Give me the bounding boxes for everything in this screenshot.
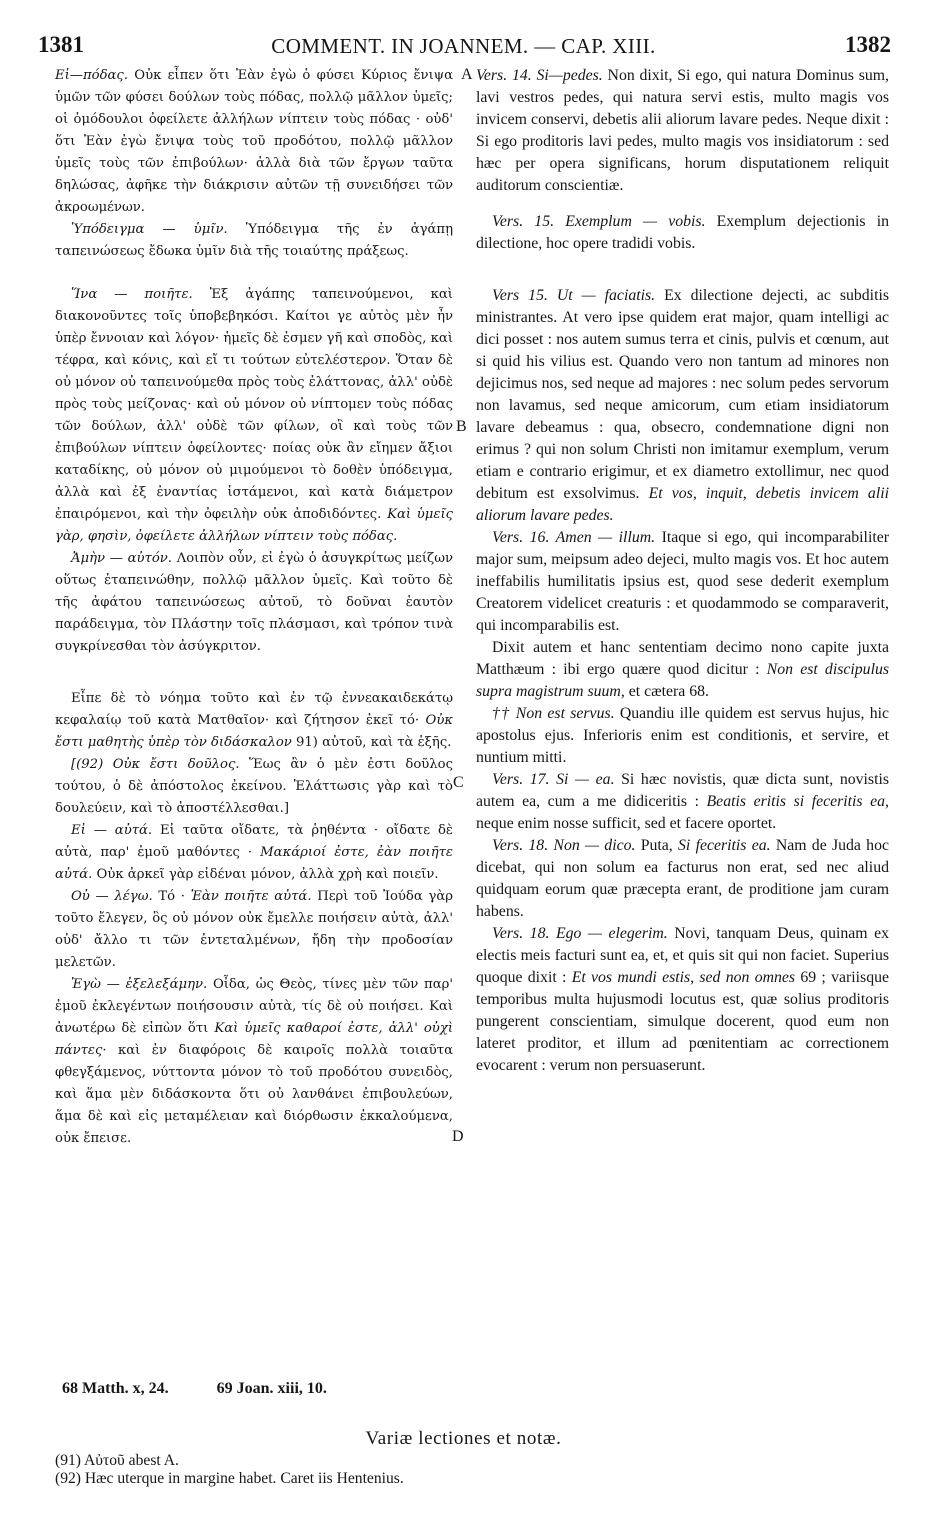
variant-note: (91) Αὐτοῦ abest A. [55,1452,179,1469]
paragraph-text: Quandiu ille quidem est servus hujus, hic apostolus ejus. Inferioris enim est conditionis, et servire, et nuntium mitti. [476,705,889,766]
paragraph-text-after: 91) αὐτοῦ, καὶ τὰ ἑξῆς. [296,735,452,750]
greek-paragraph [55,219,453,263]
paragraph-text: Λοιπὸν οὖν, εἰ ἐγὼ ὁ ἀσυγκρίτως μείζων οὕτως ἐταπεινώθην, πολλῷ μᾶλλον ὑμεῖς. Καὶ τοῦτο δὲ τῆς ἀφάτου ταπεινώσεως αὐτοῦ, τὸ δοῦναι ἑαυτὸν παράδειγμα, τὸν Πλάστην τοῖς πλάσμασι, καὶ τρόπον τινὰ συγκρίνεσθαι τὸν ἀσύγκριτον. [55,551,453,654]
greek-paragraph [55,886,453,974]
quotation: Οὐκ ἔστι μαθητὴς ὑπὲρ τὸν διδάσκαλον [55,713,453,750]
paragraph-text: Ἐξ ἀγάπης ταπεινούμενοι, καὶ διακονοῦντες τοῖς ὑποβεβηκόσι. Καίτοι γε αὐτὸς μὲν ἦν ὑπὲρ ἔννοιαν καὶ λόγον· ἡμεῖς δὲ ἐσμεν γῆ καὶ σποδὸς, καὶ τέφρα, καὶ κόνις, καὶ εἴ τι τούτων εὐτελέστερον. Ὅταν δὲ οὐ μόνον οὐ ταπεινούμεθα πρὸς τοὺς ἐλάττονας, ἀλλ' οὐδὲ πρὸς τοὺς μείζονας· καὶ οὐ μόνον οὐ νίπτομεν τοὺς πόδας τῶν δούλων, ἀλλ' οὐδὲ τῶν φίλων, οἳ καὶ τοὺς τῶν ἐπιβούλων νίπτειν ὀφείλοντες· ποίας οὐκ ἂν εἴημεν ἄξιοι καταδίκης, οὐ μόνον οὐ μιμούμενοι τὸ δοθὲν ὑπόδειγμα, ἀλλὰ καὶ ἐξ ἐναντίας ἱστάμενοι, καὶ κατὰ διάμετρον ἐπαιρόμενοι, καὶ τὴν ὀφειλὴν οὐκ ἀποδιδόντες. [55,287,453,522]
paragraph-text: Novi, tanquam Deus, quinam ex electis meis facturi sunt ea, et, et quis sit qui non faciet. Superius quoque dixit : [476,925,889,986]
paragraph-text-after: Οὐκ ἀρκεῖ γὰρ εἰδέναι μόνον, ἀλλὰ χρὴ καὶ ποιεῖν. [96,867,439,882]
paragraph-text: Ex dilectione dejecti, ac subditis ministrantes. At vero ipse quidem erat major, quam intelligi ac dici posset : nos autem sumus terra et cinis, pulvis et cœnum, aut si quid his vilius est. Quando vero non tantum ad minores non dejicimus nos, sed neque ad majores : nec solum pedes servorum non lavamus, sed neque amicorum, cum etiam insidiatorum lavare debeamus : qua, obsecro, condemnatione digni non erimus ? qui non solum Christi non imitamur exemplum, verum etiam e contrario erigimur, et ex diametro extollimur, nec quod debitum est exsolvimus. [476,287,889,502]
lemma: Ἐγὼ — ἐξελεξάμην. [71,977,208,992]
paragraph-text: Exemplum dejectionis in dilectione, hoc opere tradidi vobis. [476,213,889,252]
lemma: Ἀμὴν — αὐτόν. [71,551,172,566]
paragraph-text-after: Περὶ τοῦ Ἰούδα γὰρ τοῦτο ἔλεγεν, ὃς οὐ μόνον οὐκ ἔμελλε ποιήσειν αὐτὰ, ἀλλ' οὐδ' ἄλλο τι τῶν ἐντεταλμένων, ἤδη τὴν προδοσίαν μελετῶν. [55,889,453,970]
footnote: 68 Matth. x, 24. [62,1380,169,1397]
quotation: Et vos, inquit, debetis invicem alii aliorum lavare pedes. [476,485,889,524]
lemma: Ἵνα — ποιῆτε. [71,287,193,302]
quotation: Si feceritis ea. [678,837,771,854]
paragraph-text: Itaque si ego, qui incomparabiliter major sum, meipsum adeo dejeci, multo magis vos. Et hoc autem ineffabilis humilitatis ipsius est, quod sese dederit exemplum Creatorem videlicet creaturis : et quodammodo se comparaverit, qui incomparabilis est. [476,529,889,634]
paragraph-text-after: 69 ; variisque temporibus multa hujusmodi locutus est, quæ solius proditoris pungerent conscientiam, simulque docerent, quod eum non lateret proditor, et illum ad pœnitentiam ac correctionem evocarent : verum non persuaserunt. [476,969,889,1074]
quotation: Μακάριοί ἐστε, ἐὰν ποιῆτε αὐτά. [55,845,453,882]
greek-paragraph [55,548,453,658]
paragraph-text: Οἶδα, ὡς Θεὸς, τίνες μὲν τῶν παρ' ἐμοῦ ἐκλεγέντων ποιήσουσιν αὐτὰ, τίς δὲ οὐ ποιήσει. Καὶ ἀνωτέρω δὲ εἰπὼν ὅτι [55,977,453,1036]
footnotes [62,1380,371,1398]
quotation: Non est discipulus supra magistrum suum, [476,661,889,700]
lemma: Vers. 18. Non — dico. [492,837,636,854]
greek-paragraph [55,754,453,820]
lemma: [(92) Οὐκ ἔστι δοῦλος. [71,757,240,772]
left-page-number: 1381 [38,32,84,57]
greek-paragraph [55,284,453,548]
latin-paragraph [476,637,889,703]
latin-paragraph [476,703,889,769]
paragraph-text: Si hæc novistis, quæ dicta sunt, novistis autem ea, cum a me didiceritis : [476,771,889,810]
right-page-number: 1382 [845,32,891,57]
lemma: Vers. 16. Amen — illum. [492,529,656,546]
paragraph-text: Dixit autem et hanc sententiam decimo nono capite juxta Matthæum : ibi ergo quære quod dicitur : [476,639,889,678]
margin-marker-d: D [452,1128,464,1145]
paragraph-text: Non dixit, Si ego, qui natura Dominus sum, lavi vestros pedes, qui natura servi estis, multo magis vos invicem conservi, debetis alii aliorum lavare pedes. Neque dixit : Si ego proditoris lavi pedes, multo magis vos insidiatorum : sed hæc per opera significans, horum disputationem reliquit auditorum conscientiæ. [476,67,889,194]
quotation: Ἐὰν ποιῆτε αὐτά. [190,889,312,904]
footnote: 69 Joan. xiii, 10. [216,1380,327,1397]
paragraph-text-after: et cætera 68. [628,683,709,700]
latin-paragraph [476,923,889,1077]
margin-marker-c: C [453,774,464,791]
greek-paragraph [55,974,453,1150]
lemma: Vers. 18. Ego — elegerim. [492,925,668,942]
margin-marker-b: B [456,418,467,435]
margin-marker-a: A [461,66,473,83]
paragraph-text: Εἰ ταῦτα οἴδατε, τὰ ῥηθέντα · οἴδατε δὲ αὐτὰ, παρ' ἐμοῦ μαθόντες · [55,823,453,860]
latin-paragraph [476,769,889,835]
running-header [0,32,927,62]
lemma: Εἰ — αὐτά. [71,823,153,838]
latin-paragraph [476,285,889,527]
paragraph-text-after: Nam de Juda hoc dicebat, qui non solum ea facturus non erat, sed nec aliud quidquam eorum quæ præcepta erant, de proditione jam curam habens. [476,837,889,920]
lemma: Vers. 15. Exemplum — vobis. [492,213,706,230]
variant-notes [55,1452,404,1488]
latin-paragraph [476,65,889,197]
paragraph-text-after: καὶ ἐν διαφόροις δὲ καιροῖς πολλὰ τοιαῦτα φθεγξάμενος, νύττοντα μόνον τὸ τοῦ προδότου συνειδὸς, καὶ ἅμα μὲν διδάσκοντα ὅτι οὐ λανθάνει ἐπιβουλεύων, ἅμα δὲ καὶ εἰς μεταμέλειαν καὶ διόρθωσιν ἐκκαλούμενα, οὐκ ἔπεισε. [55,1043,453,1146]
latin-column [476,65,889,1077]
quotation: Καὶ ὑμεῖς καθαροί ἐστε, ἀλλ' οὐχὶ πάντες· [55,1021,453,1058]
paragraph-text: Ἕως ἂν ὁ μὲν ἐστι δοῦλος τούτου, ὁ δὲ ἀπόστολος ἐκείνου. Ἐλάττωσις γὰρ καὶ τὸ δουλεύειν, καὶ τὸ ἀποστέλλεσθαι.] [55,757,453,816]
lemma: Vers. 17. Si — ea. [492,771,615,788]
quotation: Καὶ ὑμεῖς γὰρ, φησὶν, ὀφείλετε ἀλλήλων νίπτειν τοὺς πόδας. [55,507,453,544]
paragraph-text: Τό · [158,889,185,904]
quotation: Et vos mundi estis, sed non omnes [571,969,796,986]
paragraph-text: Οὐκ εἶπεν ὅτι Ἐὰν ἐγὼ ὁ φύσει Κύριος ἔνιψα ὑμῶν τῶν φύσει δούλων τοὺς πόδας, πολλῷ μᾶλλον ὑμεῖς; οἱ ὁμόδουλοι ὀφείλετε ἀλλήλων νίπτειν τοὺς πόδας · οὐδ' ὅτι Ἐὰν ἐγὼ ἔνιψα τοὺς τοῦ προδότου, πολλῷ μᾶλλον ὑμεῖς τοὺς τῶν ἐπιβούλων· ἀλλὰ διὰ τῶν ἔργων ταῦτα δηλώσας, ἀφῆκε τὴν διάκρισιν αὐτῶν τῇ συνειδήσει τῶν ἀκροωμένων. [55,68,453,215]
lemma: Vers. 14. Si—pedes. [476,67,603,84]
running-title: COMMENT. IN JOANNEM. — CAP. XIII. [271,34,656,58]
quotation: Beatis eritis si feceritis ea, [706,793,889,810]
paragraph-text: Ὑπόδειγμα τῆς ἐν ἀγάπῃ ταπεινώσεως ἔδωκα ὑμῖν διὰ τῆς τοιαύτης πράξεως. [55,222,453,259]
lemma: Εἰ—πόδας. [55,68,129,83]
lemma: Ὑπόδειγμα — ὑμῖν. [71,222,228,237]
lemma: Vers 15. Ut — faciatis. [492,287,656,304]
variant-note: (92) Hæc uterque in margine habet. Caret iis Hentenius. [55,1470,404,1487]
greek-column [55,65,453,1150]
latin-paragraph [476,835,889,923]
notes-title: Variæ lectiones et notæ. [365,1428,562,1449]
greek-paragraph [55,688,453,754]
greek-paragraph [55,820,453,886]
latin-paragraph [476,211,889,255]
greek-paragraph [55,65,453,219]
lemma: Οὐ — λέγω. [71,889,153,904]
paragraph-text: Εἶπε δὲ τὸ νόημα τοῦτο καὶ ἐν τῷ ἐννεακαιδεκάτῳ κεφαλαίῳ τοῦ κατὰ Ματθαῖον· καὶ ζήτησον ἐκεῖ τό· [55,691,453,728]
paragraph-text-after: neque enim nosse sufficit, sed et facere oportet. [476,815,777,832]
latin-paragraph [476,527,889,637]
paragraph-text: Puta, [640,837,673,854]
lemma: †† Non est servus. [492,705,615,722]
